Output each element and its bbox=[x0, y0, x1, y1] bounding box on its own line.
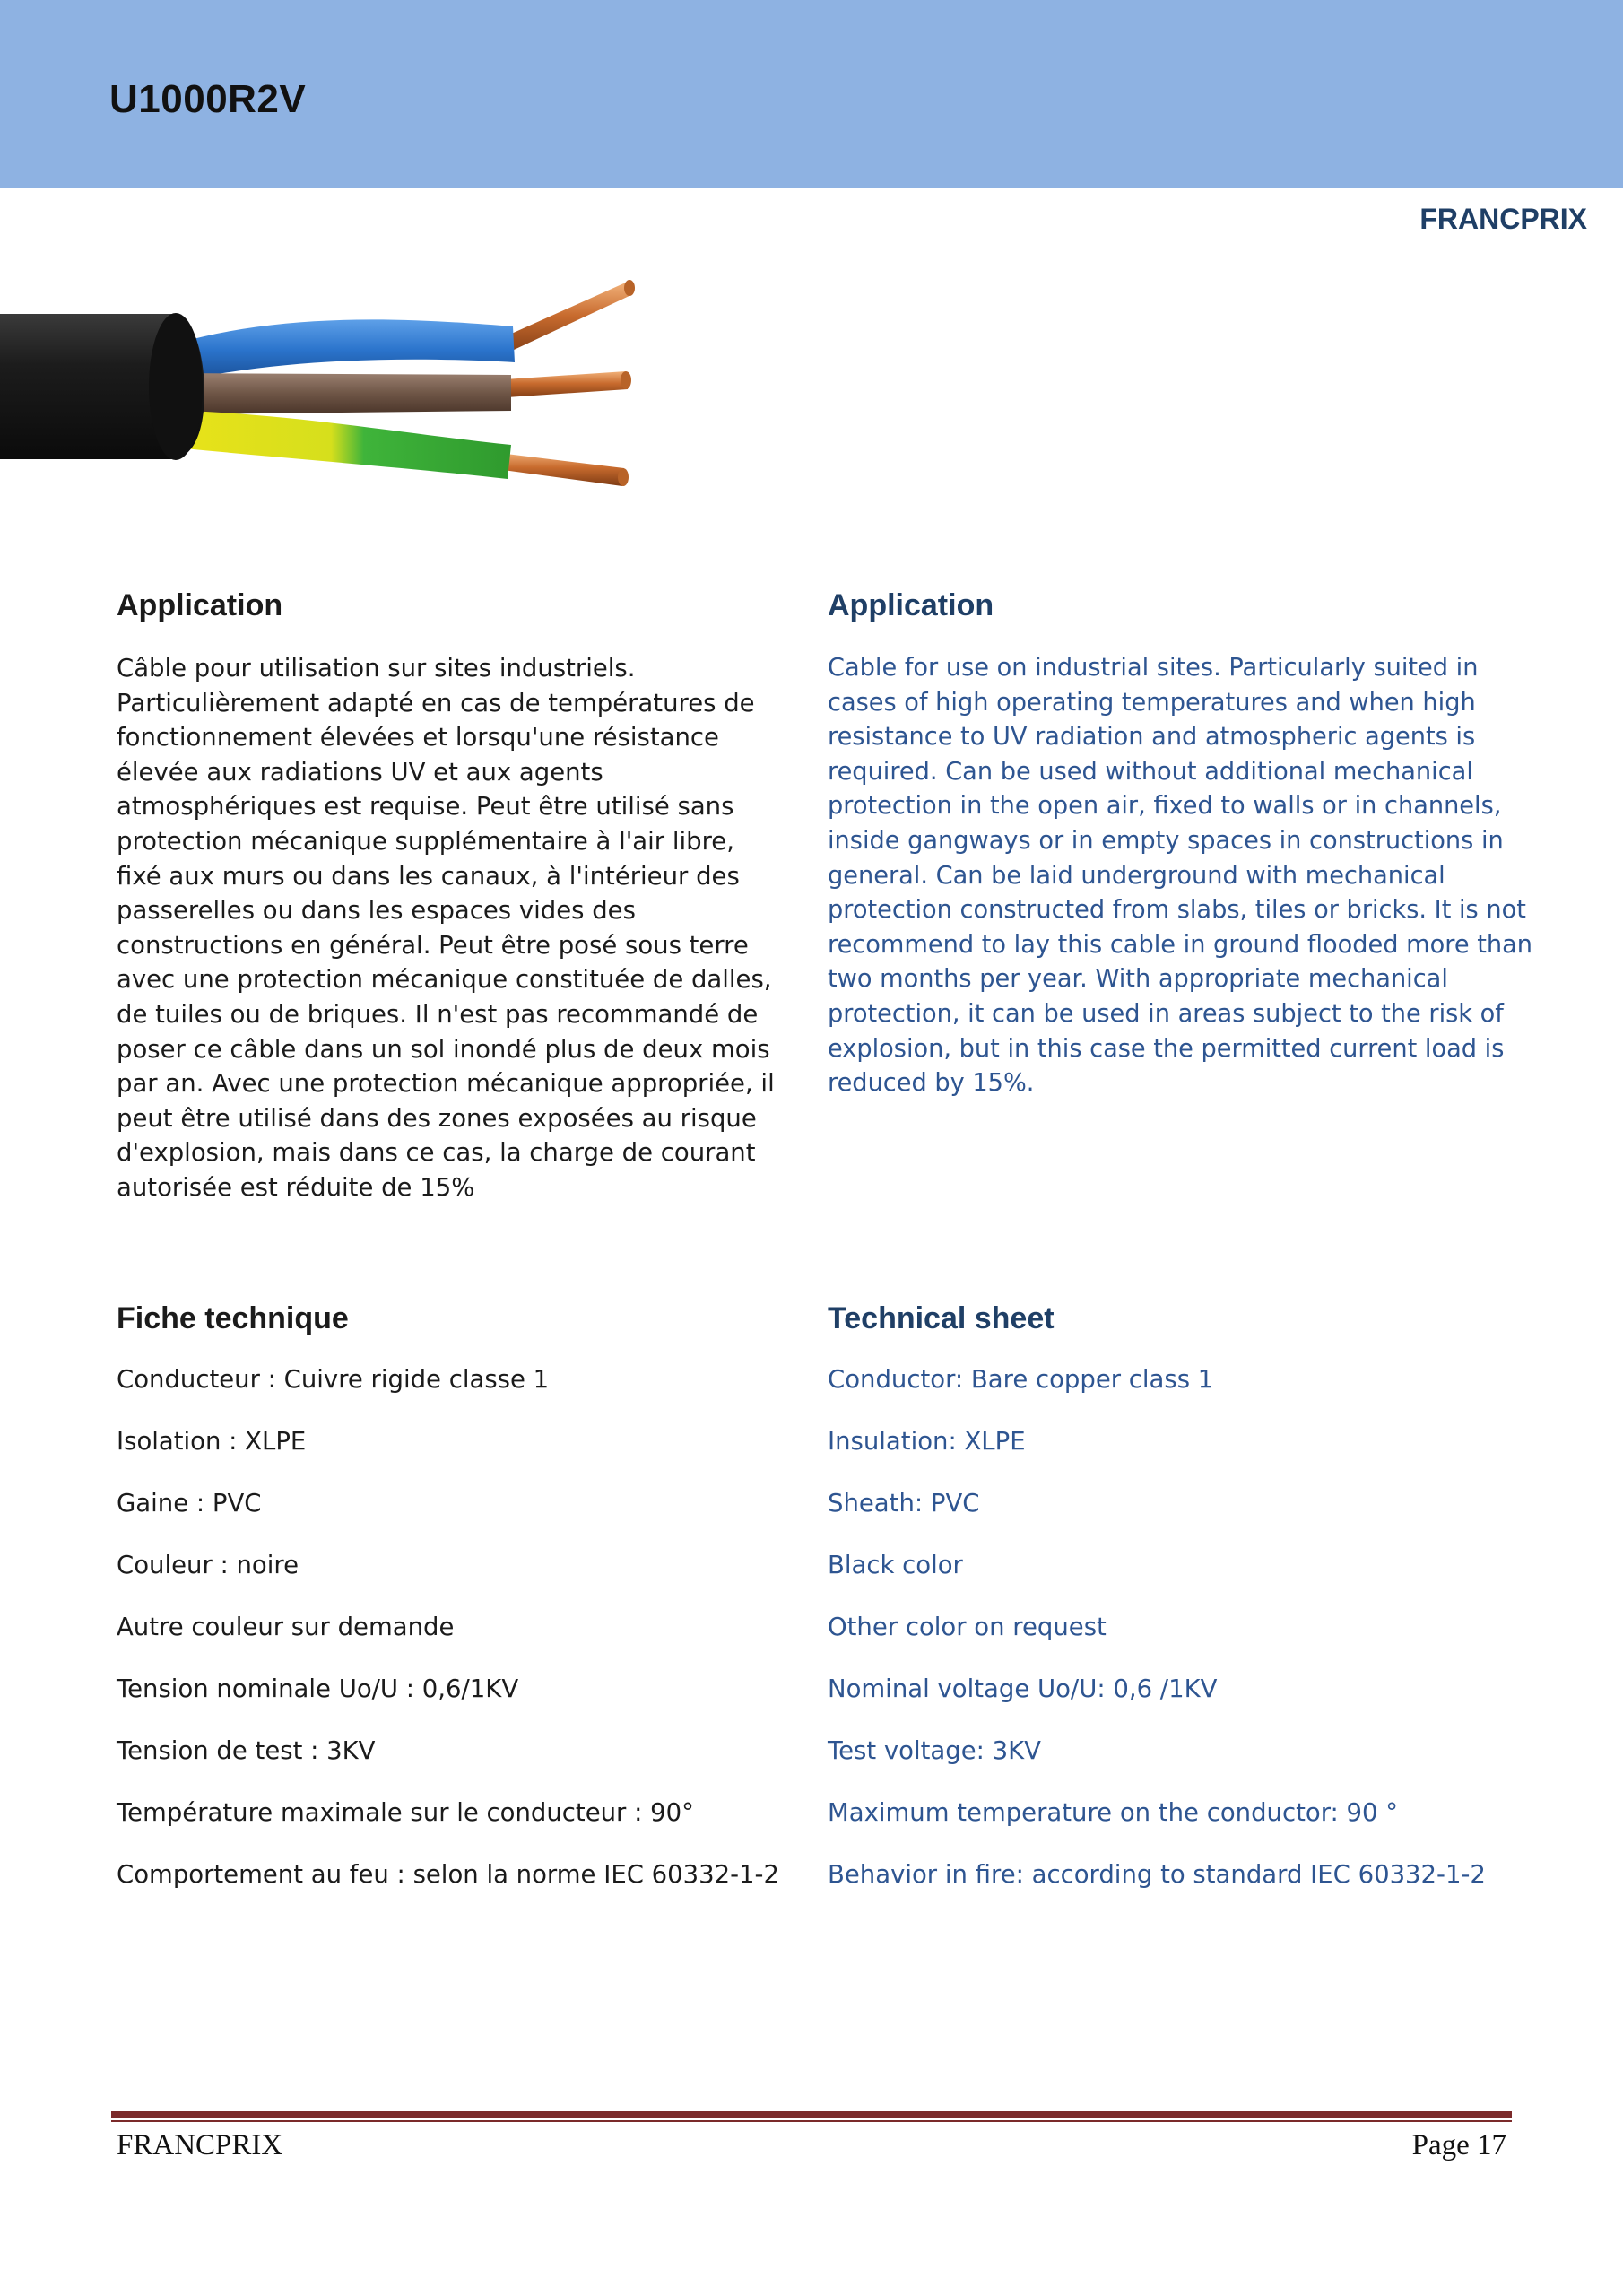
spec-item-en: Sheath: PVC bbox=[828, 1489, 980, 1518]
spec-item-fr: Comportement au feu : selon la norme IEC 60332-1-2 bbox=[117, 1860, 779, 1889]
application-en-title: Application bbox=[828, 588, 994, 622]
application-en-section bbox=[828, 587, 1536, 1101]
document-title: U1000R2V bbox=[109, 77, 307, 121]
spec-item-en: Maximum temperature on the conductor: 90 ° bbox=[828, 1798, 1399, 1827]
technical-en-title: Technical sheet bbox=[828, 1301, 1055, 1335]
spec-item-fr: Tension de test : 3KV bbox=[117, 1736, 376, 1765]
page-number: Page 17 bbox=[1411, 2129, 1506, 2161]
technical-fr-list bbox=[117, 1362, 780, 1919]
spec-item-fr: Conducteur : Cuivre rigide classe 1 bbox=[117, 1365, 550, 1394]
application-fr-text: Câble pour utilisation sur sites industriels. Particulièrement adapté en cas de températures de fonctionnement élevées et lorsqu'une résistance élevée aux radiations UV et aux agents atmosphériques est requise. Peut être utilisé sans protection mécanique supplémentaire à l'air libre, fixé aux murs ou dans les canaux, à l'intérieur des passerelles ou dans les espaces vides des constructions en général. Peut être posé sous terre avec une protection mécanique constituée de dalles, de tuiles ou de briques. Il n'est pas recommandé de poser ce câble dans un sol inondé plus de deux mois par an. Avec une protection mécanique appropriée, il peut être utilisé dans des zones exposées au risque d'explosion, mais dans ce cas, la charge de courant autorisée est réduite de 15% bbox=[117, 654, 775, 1202]
spec-item-fr: Autre couleur sur demande bbox=[117, 1613, 455, 1641]
footer-divider bbox=[111, 2111, 1512, 2118]
application-fr-section bbox=[117, 587, 780, 1205]
spec-item-en: Insulation: XLPE bbox=[828, 1427, 1026, 1456]
brand-name: FRANCPRIX bbox=[1419, 203, 1587, 235]
cable-image bbox=[0, 257, 655, 517]
spec-item-fr: Tension nominale Uo/U : 0,6/1KV bbox=[117, 1674, 519, 1703]
application-en-text: Cable for use on industrial sites. Particularly suited in cases of high operating temperatures and when high resistance to UV radiation and atmospheric agents is required. Can be used without additional mechanical protection in the open air, fixed to walls or in channels, inside gangways or in empty spaces in constructions in general. Can be laid underground with mechanical protection constructed from slabs, tiles or bricks. It is not recommend to lay this cable in ground flooded more than two months per year. With appropriate mechanical protection, it can be used in areas subject to the risk of explosion, but in this case the permitted current load is reduced by 15%. bbox=[828, 654, 1533, 1098]
technical-en-list bbox=[828, 1362, 1491, 1919]
footer-brand: FRANCPRIX bbox=[117, 2129, 283, 2161]
spec-item-en: Other color on request bbox=[828, 1613, 1107, 1641]
spec-item-fr: Gaine : PVC bbox=[117, 1489, 262, 1518]
footer-divider-thin bbox=[111, 2120, 1512, 2122]
spec-item-en: Nominal voltage Uo/U: 0,6 /1KV bbox=[828, 1674, 1218, 1703]
spec-item-en: Conductor: Bare copper class 1 bbox=[828, 1365, 1214, 1394]
technical-fr-section bbox=[117, 1300, 780, 1919]
application-fr-title: Application bbox=[117, 588, 283, 622]
spec-item-fr: Couleur : noire bbox=[117, 1551, 299, 1579]
technical-en-section bbox=[828, 1300, 1491, 1919]
spec-item-fr: Isolation : XLPE bbox=[117, 1427, 307, 1456]
spec-item-en: Test voltage: 3KV bbox=[828, 1736, 1041, 1765]
spec-item-fr: Température maximale sur le conducteur : 90° bbox=[117, 1798, 694, 1827]
technical-fr-title: Fiche technique bbox=[117, 1301, 349, 1335]
spec-item-en: Black color bbox=[828, 1551, 963, 1579]
spec-item-en: Behavior in fire: according to standard IEC 60332-1-2 bbox=[828, 1860, 1486, 1889]
